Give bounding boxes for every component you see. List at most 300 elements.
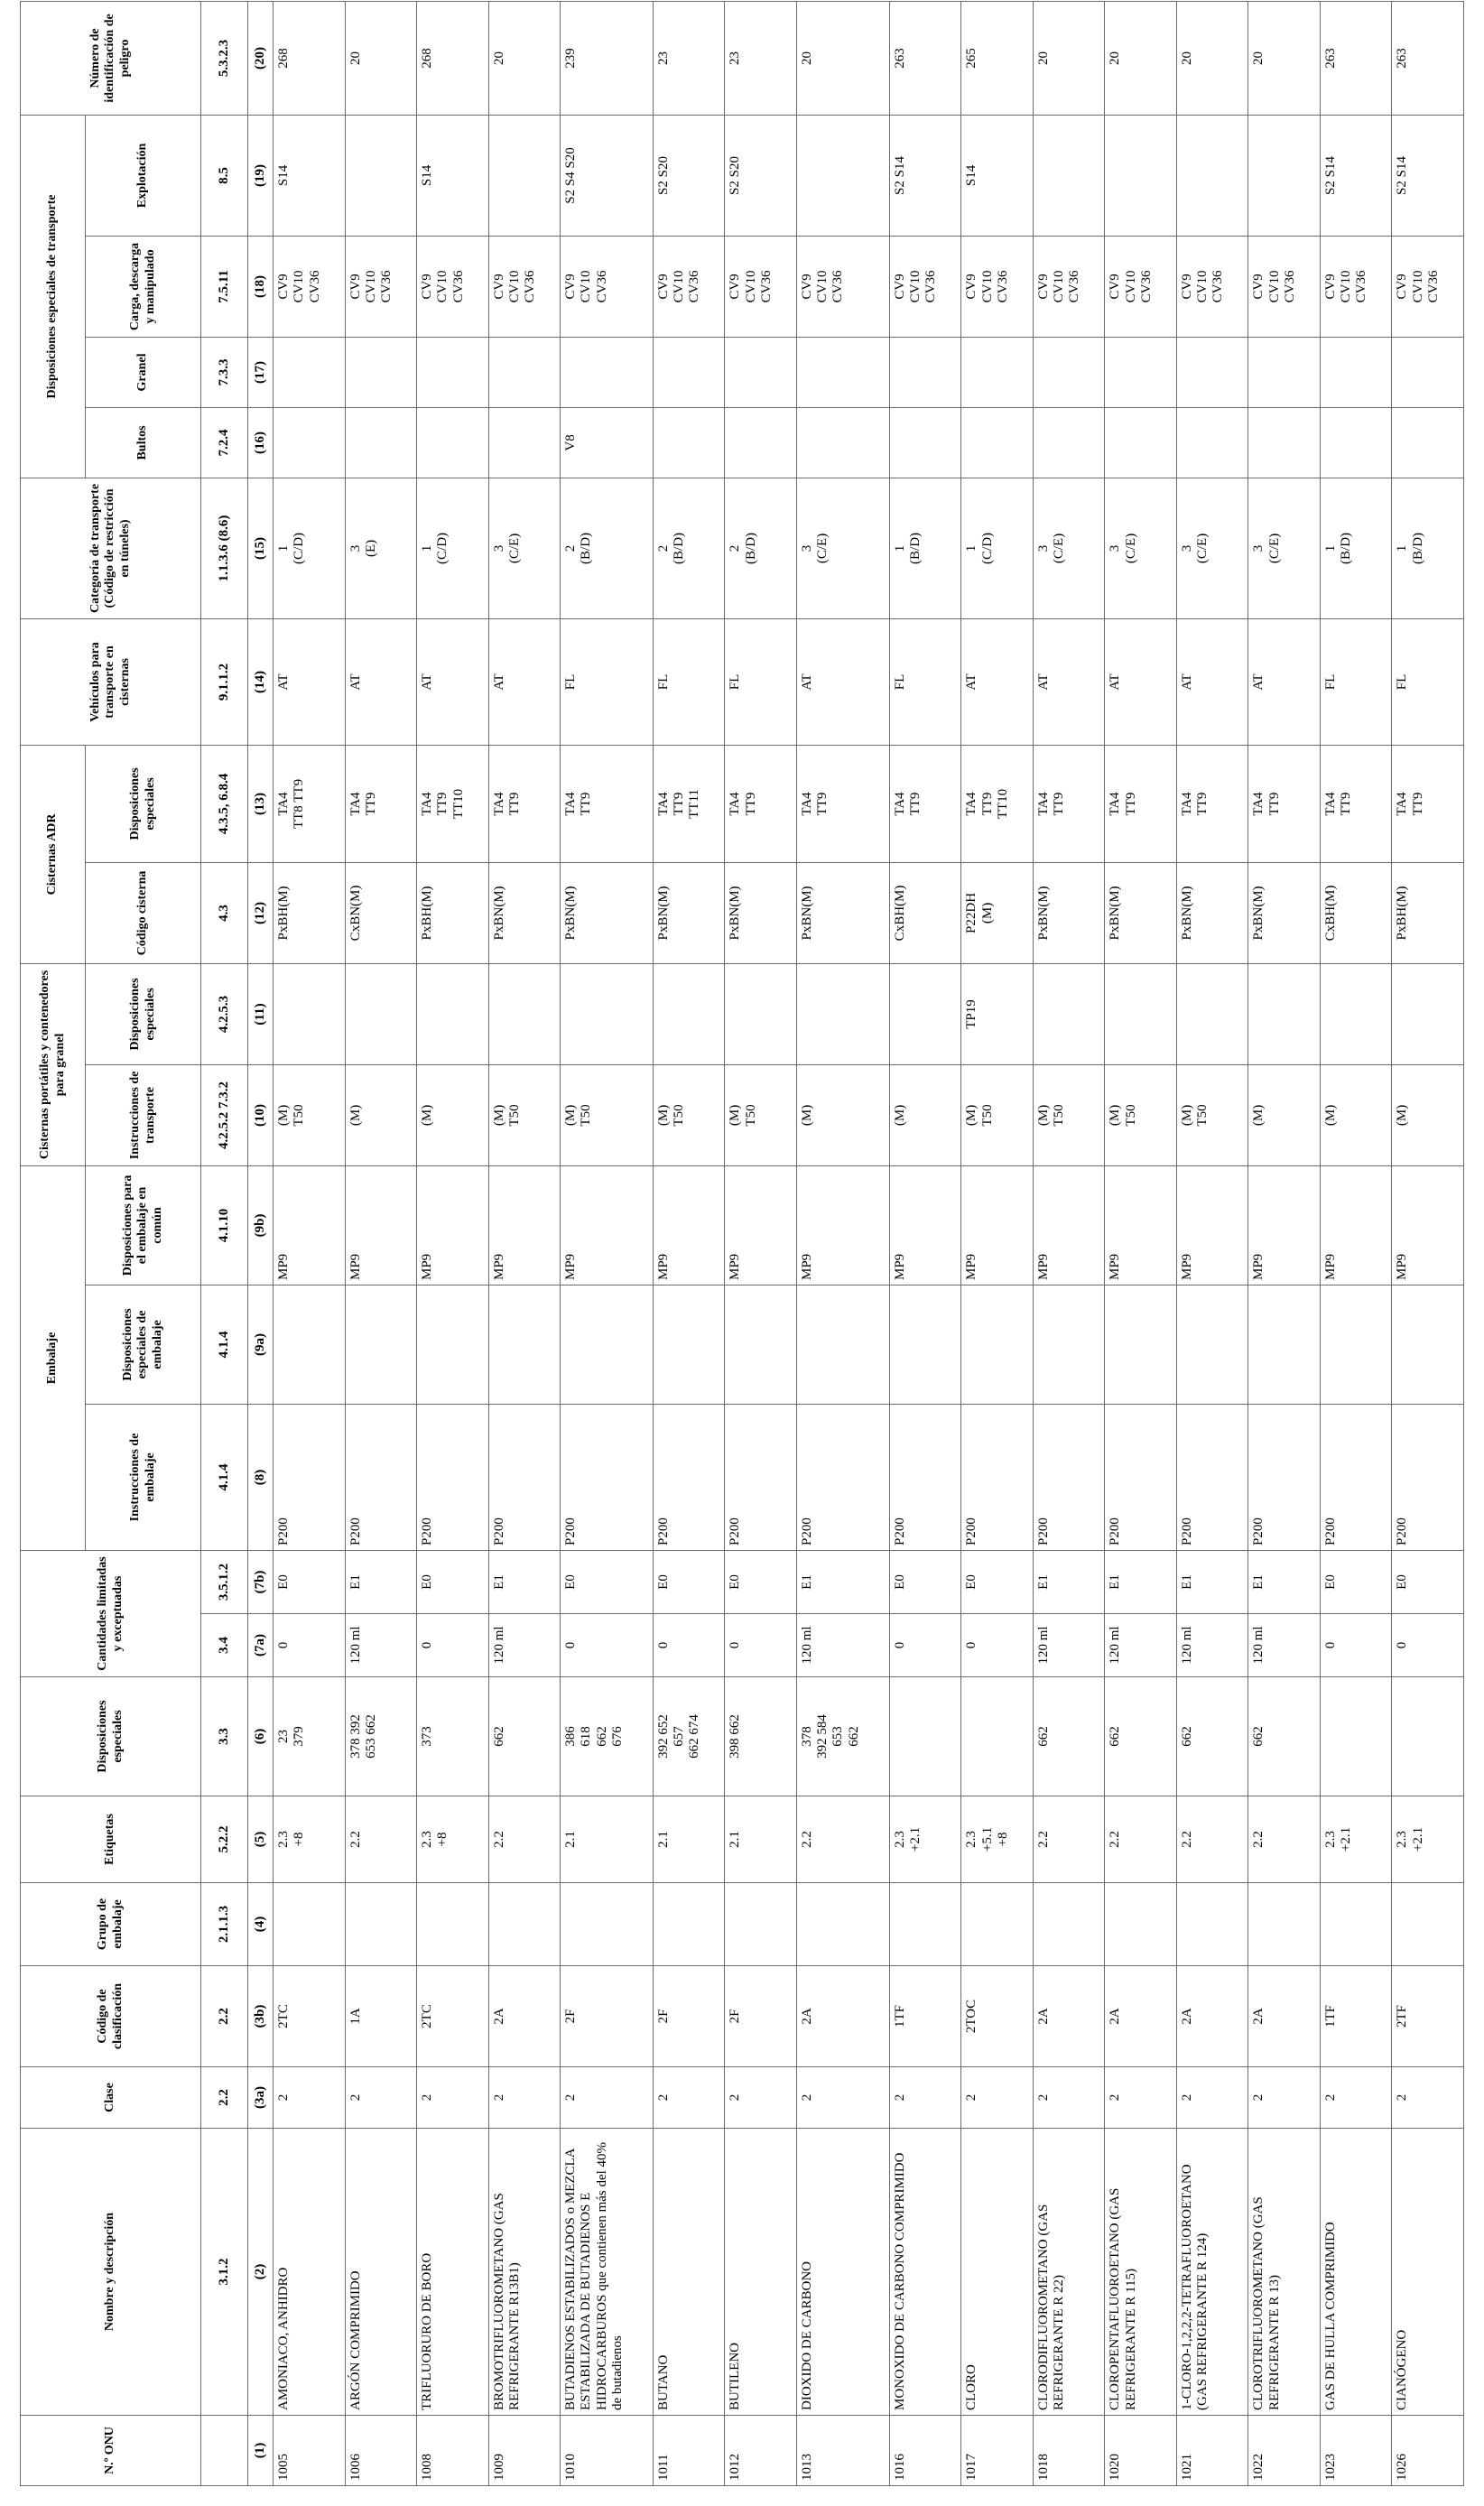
table-row <box>345 1 417 2485</box>
cell-pi: P200 <box>1033 1405 1105 1551</box>
column-number-cell: (1) <box>248 2416 274 2486</box>
cell-spp <box>1392 1285 1464 1405</box>
cell-labels: 2.1 <box>653 1796 725 1883</box>
cell-lq: 0 <box>274 1614 346 1677</box>
cell-lq: 0 <box>889 1614 961 1677</box>
cell-hin: 265 <box>961 1 1034 115</box>
cell-cat: 3 (C/E) <box>488 478 561 618</box>
cell-lq: 0 <box>725 1614 797 1677</box>
cell-tanksp: TA4 TT9 <box>345 745 417 862</box>
cell-tanksp: TA4 TT9 <box>1320 745 1392 862</box>
cell-eq: E1 <box>488 1551 561 1614</box>
header-special-transport: Disposiciones especiales de transporte <box>21 115 86 478</box>
cell-carga: CV9 CV10 CV36 <box>1248 236 1321 337</box>
reference-cell: 5.2.2 <box>201 1796 248 1883</box>
cell-cat: 3 (C/E) <box>1105 478 1177 618</box>
cell-carga: CV9 CV10 CV36 <box>961 236 1034 337</box>
cell-pg <box>653 1883 725 1966</box>
cell-sp: 23 379 <box>274 1677 346 1796</box>
cell-expl <box>345 115 417 236</box>
cell-ti: (M) <box>345 1064 417 1165</box>
cell-eq: E1 <box>1033 1551 1105 1614</box>
cell-labels: 2.3 +2.1 <box>1392 1796 1464 1883</box>
cell-cat: 1 (C/D) <box>417 478 489 618</box>
cell-code: 2F <box>725 1966 797 2067</box>
cell-sp <box>1392 1677 1464 1796</box>
cell-hin: 239 <box>561 1 654 115</box>
header-limited-qty: Cantidades limitadas y exceptuadas <box>21 1551 201 1677</box>
cell-un: 1012 <box>725 2416 797 2486</box>
cell-hin: 20 <box>1033 1 1105 115</box>
cell-eq: E0 <box>889 1551 961 1614</box>
cell-hin: 268 <box>417 1 489 115</box>
cell-cat: 3 (C/E) <box>1248 478 1321 618</box>
cell-tanksp: TA4 TT8 TT9 <box>274 745 346 862</box>
cell-pg <box>725 1883 797 1966</box>
reference-cell: 2.2 <box>201 1966 248 2067</box>
column-number-cell: (4) <box>248 1883 274 1966</box>
cell-ti: (M) T50 <box>725 1064 797 1165</box>
cell-expl: S14 <box>417 115 489 236</box>
reference-cell: 9.1.1.2 <box>201 618 248 745</box>
cell-veh: AT <box>274 618 346 745</box>
reference-cell: 2.2 <box>201 2067 248 2129</box>
cell-spp <box>961 1285 1034 1405</box>
table-row <box>417 1 489 2485</box>
cell-tsp: TP19 <box>961 963 1034 1064</box>
cell-carga: CV9 CV10 CV36 <box>796 236 889 337</box>
cell-tank: P22DH (M) <box>961 862 1034 963</box>
cell-tsp <box>653 963 725 1064</box>
cell-class: 2 <box>345 2067 417 2129</box>
cell-ti: (M) T50 <box>488 1064 561 1165</box>
column-number-cell: (9a) <box>248 1285 274 1405</box>
cell-labels: 2.2 <box>1248 1796 1321 1883</box>
cell-hin: 20 <box>1248 1 1321 115</box>
reference-cell: 8.5 <box>201 115 248 236</box>
cell-cat: 1 (B/D) <box>1320 478 1392 618</box>
reference-cell: 3.5.1.2 <box>201 1551 248 1614</box>
cell-tank: PxBN(M) <box>796 862 889 963</box>
reference-cell: 1.1.3.6 (8.6) <box>201 478 248 618</box>
cell-veh: AT <box>1033 618 1105 745</box>
cell-hin: 263 <box>1392 1 1464 115</box>
cell-name: BUTILENO <box>725 2129 797 2416</box>
cell-pi: P200 <box>961 1405 1034 1551</box>
cell-cat: 2 (B/D) <box>725 478 797 618</box>
cell-tsp <box>488 963 561 1064</box>
cell-bultos <box>1392 407 1464 478</box>
column-number-cell: (7a) <box>248 1614 274 1677</box>
cell-granel <box>1176 337 1248 407</box>
cell-code: 2A <box>1105 1966 1177 2067</box>
cell-labels: 2.1 <box>725 1796 797 1883</box>
cell-tanksp: TA4 TT9 TT11 <box>653 745 725 862</box>
cell-labels: 2.2 <box>1176 1796 1248 1883</box>
cell-un: 1008 <box>417 2416 489 2486</box>
cell-bultos <box>1320 407 1392 478</box>
cell-spp <box>1248 1285 1321 1405</box>
cell-name: MONOXIDO DE CARBONO COMPRIMIDO <box>889 2129 961 2416</box>
column-number-cell: (7b) <box>248 1551 274 1614</box>
cell-mp: MP9 <box>1033 1165 1105 1285</box>
cell-name: 1-CLORO-1,2,2,2-TETRAFLUOROETANO (GAS REFRIGERANTE R 124) <box>1176 2129 1248 2416</box>
header-operation: Explotación <box>86 115 201 236</box>
cell-veh: FL <box>561 618 654 745</box>
cell-hin: 23 <box>653 1 725 115</box>
cell-pi: P200 <box>889 1405 961 1551</box>
cell-carga: CV9 CV10 CV36 <box>561 236 654 337</box>
table-row <box>725 1 797 2485</box>
cell-class: 2 <box>796 2067 889 2129</box>
header-pt-special: Disposiciones especiales <box>86 963 201 1064</box>
column-number-cell: (19) <box>248 115 274 236</box>
cell-mp: MP9 <box>417 1165 489 1285</box>
cell-granel <box>274 337 346 407</box>
reference-cell: 4.1.4 <box>201 1285 248 1405</box>
cell-eq: E0 <box>561 1551 654 1614</box>
cell-sp: 373 <box>417 1677 489 1796</box>
cell-sp: 662 <box>1176 1677 1248 1796</box>
cell-veh: FL <box>653 618 725 745</box>
cell-labels: 2.3 +8 <box>417 1796 489 1883</box>
cell-tanksp: TA4 TT9 <box>1392 745 1464 862</box>
cell-lq: 120 ml <box>1248 1614 1321 1677</box>
cell-tsp <box>561 963 654 1064</box>
cell-expl: S2 S20 <box>653 115 725 236</box>
cell-eq: E0 <box>961 1551 1034 1614</box>
cell-pg <box>274 1883 346 1966</box>
cell-pi: P200 <box>1320 1405 1392 1551</box>
cell-eq: E1 <box>345 1551 417 1614</box>
cell-ti: (M) <box>1248 1064 1321 1165</box>
cell-class: 2 <box>961 2067 1034 2129</box>
cell-pg <box>1248 1883 1321 1966</box>
header-packing-group: Grupo de embalaje <box>21 1883 201 1966</box>
cell-class: 2 <box>274 2067 346 2129</box>
cell-code: 2TOC <box>961 1966 1034 2067</box>
cell-ti: (M) <box>889 1064 961 1165</box>
cell-mp: MP9 <box>1320 1165 1392 1285</box>
cell-tsp <box>345 963 417 1064</box>
cell-bultos <box>1176 407 1248 478</box>
cell-tsp <box>889 963 961 1064</box>
cell-carga: CV9 CV10 CV36 <box>1392 236 1464 337</box>
cell-granel <box>1105 337 1177 407</box>
cell-granel <box>488 337 561 407</box>
cell-mp: MP9 <box>561 1165 654 1285</box>
header-special-packing: Disposiciones especiales de embalaje <box>86 1285 201 1405</box>
cell-code: 2F <box>561 1966 654 2067</box>
cell-bultos: V8 <box>561 407 654 478</box>
header-tank-vehicle: Vehículos para transporte en cisternas <box>21 618 201 745</box>
cell-un: 1016 <box>889 2416 961 2486</box>
cell-lq: 120 ml <box>1176 1614 1248 1677</box>
cell-ti: (M) T50 <box>1176 1064 1248 1165</box>
cell-tsp <box>274 963 346 1064</box>
cell-name: AMONIACO, ANHIDRO <box>274 2129 346 2416</box>
cell-hin: 20 <box>345 1 417 115</box>
cell-code: 2A <box>1248 1966 1321 2067</box>
header-loading: Carga, descarga y manipulado <box>86 236 201 337</box>
cell-class: 2 <box>653 2067 725 2129</box>
cell-tank: PxBN(M) <box>653 862 725 963</box>
cell-code: 2TC <box>417 1966 489 2067</box>
cell-spp <box>1320 1285 1392 1405</box>
cell-pi: P200 <box>417 1405 489 1551</box>
cell-labels: 2.2 <box>488 1796 561 1883</box>
cell-bultos <box>1105 407 1177 478</box>
cell-code: 2F <box>653 1966 725 2067</box>
cell-name: CLOROPENTAFLUOROETANO (GAS REFRIGERANTE R 115) <box>1105 2129 1177 2416</box>
cell-hin: 263 <box>1320 1 1392 115</box>
cell-un: 1011 <box>653 2416 725 2486</box>
cell-cat: 1 (B/D) <box>1392 478 1464 618</box>
cell-mp: MP9 <box>1248 1165 1321 1285</box>
cell-bultos <box>725 407 797 478</box>
cell-tanksp: TA4 TT9 <box>796 745 889 862</box>
cell-class: 2 <box>417 2067 489 2129</box>
cell-un: 1022 <box>1248 2416 1321 2486</box>
cell-veh: AT <box>345 618 417 745</box>
cell-pg <box>961 1883 1034 1966</box>
cell-labels: 2.2 <box>1105 1796 1177 1883</box>
cell-lq: 120 ml <box>1033 1614 1105 1677</box>
reference-cell: 5.3.2.3 <box>201 1 248 115</box>
cell-cat: 2 (B/D) <box>561 478 654 618</box>
reference-cell <box>201 2416 248 2486</box>
cell-hin: 263 <box>889 1 961 115</box>
cell-pg <box>1320 1883 1392 1966</box>
table-row <box>1320 1 1392 2485</box>
cell-mp: MP9 <box>1392 1165 1464 1285</box>
cell-sp <box>889 1677 961 1796</box>
cell-pg <box>345 1883 417 1966</box>
cell-sp: 662 <box>488 1677 561 1796</box>
cell-pi: P200 <box>725 1405 797 1551</box>
cell-tank: PxBN(M) <box>1033 862 1105 963</box>
cell-tsp <box>1320 963 1392 1064</box>
cell-spp <box>488 1285 561 1405</box>
cell-hin: 268 <box>274 1 346 115</box>
cell-lq: 120 ml <box>345 1614 417 1677</box>
header-portable-tanks: Cisternas portátiles y contenedores para granel <box>21 963 86 1165</box>
cell-name: DIOXIDO DE CARBONO <box>796 2129 889 2416</box>
cell-expl: S2 S14 <box>1320 115 1392 236</box>
reference-cell: 4.2.5.2 7.3.2 <box>201 1064 248 1165</box>
cell-spp <box>1176 1285 1248 1405</box>
cell-labels: 2.3 +5.1 +8 <box>961 1796 1034 1883</box>
column-number-cell: (15) <box>248 478 274 618</box>
cell-class: 2 <box>1392 2067 1464 2129</box>
cell-mp: MP9 <box>796 1165 889 1285</box>
cell-class: 2 <box>1105 2067 1177 2129</box>
cell-class: 2 <box>1320 2067 1392 2129</box>
cell-un: 1020 <box>1105 2416 1177 2486</box>
cell-expl: S14 <box>961 115 1034 236</box>
cell-spp <box>889 1285 961 1405</box>
cell-eq: E0 <box>1320 1551 1392 1614</box>
header-class: Clase <box>21 2067 201 2129</box>
cell-code: 2A <box>1176 1966 1248 2067</box>
cell-cat: 3 (C/E) <box>796 478 889 618</box>
cell-eq: E1 <box>1176 1551 1248 1614</box>
cell-ti: (M) T50 <box>961 1064 1034 1165</box>
cell-mp: MP9 <box>889 1165 961 1285</box>
cell-veh: AT <box>961 618 1034 745</box>
header-tank-code: Código cisterna <box>86 862 201 963</box>
column-number-cell: (9b) <box>248 1165 274 1285</box>
column-number-cell: (17) <box>248 337 274 407</box>
header-un-no: N.º ONU <box>21 2416 201 2486</box>
cell-tanksp: TA4 TT9 <box>1105 745 1177 862</box>
cell-granel <box>417 337 489 407</box>
cell-name: TRIFLUORURO DE BORO <box>417 2129 489 2416</box>
cell-eq: E0 <box>274 1551 346 1614</box>
cell-veh: AT <box>796 618 889 745</box>
table-row <box>488 1 561 2485</box>
cell-labels: 2.2 <box>1033 1796 1105 1883</box>
cell-expl: S2 S14 <box>889 115 961 236</box>
reference-cell: 7.5.11 <box>201 236 248 337</box>
cell-labels: 2.2 <box>796 1796 889 1883</box>
cell-mp: MP9 <box>961 1165 1034 1285</box>
cell-carga: CV9 CV10 CV36 <box>274 236 346 337</box>
cell-veh: FL <box>1320 618 1392 745</box>
cell-granel <box>1392 337 1464 407</box>
cell-pg <box>1105 1883 1177 1966</box>
cell-granel <box>1320 337 1392 407</box>
cell-hin: 23 <box>725 1 797 115</box>
cell-ti: (M) <box>796 1064 889 1165</box>
cell-bultos <box>1248 407 1321 478</box>
cell-un: 1023 <box>1320 2416 1392 2486</box>
cell-carga: CV9 CV10 CV36 <box>417 236 489 337</box>
cell-class: 2 <box>889 2067 961 2129</box>
cell-spp <box>725 1285 797 1405</box>
cell-tank: CxBH(M) <box>1320 862 1392 963</box>
cell-carga: CV9 CV10 CV36 <box>889 236 961 337</box>
cell-tank: PxBN(M) <box>1105 862 1177 963</box>
cell-veh: AT <box>417 618 489 745</box>
cell-sp: 398 662 <box>725 1677 797 1796</box>
cell-eq: E0 <box>653 1551 725 1614</box>
header-mixed-packing: Disposiciones para el embalaje en común <box>86 1165 201 1285</box>
cell-code: 1TF <box>889 1966 961 2067</box>
cell-tanksp: TA4 TT9 <box>1248 745 1321 862</box>
cell-bultos <box>961 407 1034 478</box>
cell-cat: 3 (C/E) <box>1033 478 1105 618</box>
cell-tsp <box>796 963 889 1064</box>
cell-pi: P200 <box>796 1405 889 1551</box>
reference-cell: 7.2.4 <box>201 407 248 478</box>
cell-tank: PxBH(M) <box>274 862 346 963</box>
cell-pg <box>1392 1883 1464 1966</box>
cell-name: CLORODIFLUOROMETANO (GAS REFRIGERANTE R 22) <box>1033 2129 1105 2416</box>
header-special-provisions: Disposiciones especiales <box>21 1677 201 1796</box>
header-tank-special: Disposiciones especiales <box>86 745 201 862</box>
cell-granel <box>653 337 725 407</box>
cell-spp <box>796 1285 889 1405</box>
column-number-cell: (6) <box>248 1677 274 1796</box>
reference-cell: 2.1.1.3 <box>201 1883 248 1966</box>
cell-pi: P200 <box>653 1405 725 1551</box>
table-row <box>796 1 889 2485</box>
cell-carga: CV9 CV10 CV36 <box>653 236 725 337</box>
table-row <box>1392 1 1464 2485</box>
cell-tank: PxBH(M) <box>417 862 489 963</box>
cell-cat: 2 (B/D) <box>653 478 725 618</box>
cell-spp <box>561 1285 654 1405</box>
header-adr-tanks: Cisternas ADR <box>21 745 86 963</box>
cell-sp: 662 <box>1105 1677 1177 1796</box>
cell-tsp <box>1248 963 1321 1064</box>
cell-spp <box>417 1285 489 1405</box>
table-row <box>961 1 1034 2485</box>
cell-name: BUTANO <box>653 2129 725 2416</box>
cell-pi: P200 <box>1248 1405 1321 1551</box>
header-bulk: Granel <box>86 337 201 407</box>
cell-ti: (M) T50 <box>653 1064 725 1165</box>
cell-un: 1009 <box>488 2416 561 2486</box>
column-number-cell: (13) <box>248 745 274 862</box>
reference-cell: 3.4 <box>201 1614 248 1677</box>
cell-tank: PxBN(M) <box>1176 862 1248 963</box>
table-row <box>889 1 961 2485</box>
cell-veh: AT <box>1105 618 1177 745</box>
cell-tanksp: TA4 TT9 <box>889 745 961 862</box>
cell-granel <box>889 337 961 407</box>
cell-ti: (M) T50 <box>1105 1064 1177 1165</box>
cell-ti: (M) T50 <box>1033 1064 1105 1165</box>
cell-tsp <box>1033 963 1105 1064</box>
dangerous-goods-table <box>20 1 1464 2486</box>
column-number-cell: (14) <box>248 618 274 745</box>
cell-sp: 662 <box>1033 1677 1105 1796</box>
table-row <box>1248 1 1321 2485</box>
cell-ti: (M) <box>417 1064 489 1165</box>
cell-granel <box>1248 337 1321 407</box>
cell-hin: 20 <box>1176 1 1248 115</box>
cell-hin: 20 <box>796 1 889 115</box>
cell-bultos <box>796 407 889 478</box>
table-row <box>1105 1 1177 2485</box>
cell-veh: FL <box>889 618 961 745</box>
cell-name: BROMOTRIFLUOROMETANO (GAS REFRIGERANTE R13B1) <box>488 2129 561 2416</box>
reference-cell: 4.3 <box>201 862 248 963</box>
cell-tank: PxBN(M) <box>488 862 561 963</box>
cell-veh: FL <box>725 618 797 745</box>
reference-row <box>201 1 248 2485</box>
cell-tsp <box>417 963 489 1064</box>
cell-bultos <box>1033 407 1105 478</box>
cell-code: 1TF <box>1320 1966 1392 2067</box>
cell-class: 2 <box>488 2067 561 2129</box>
cell-tanksp: TA4 TT9 <box>488 745 561 862</box>
cell-tank: CxBH(M) <box>889 862 961 963</box>
cell-tank: PxBN(M) <box>561 862 654 963</box>
cell-name: CLOROTRIFLUOROMETANO (GAS REFRIGERANTE R 13) <box>1248 2129 1321 2416</box>
cell-un: 1018 <box>1033 2416 1105 2486</box>
cell-tanksp: TA4 TT9 <box>725 745 797 862</box>
cell-eq: E0 <box>725 1551 797 1614</box>
cell-lq: 120 ml <box>796 1614 889 1677</box>
cell-veh: AT <box>1248 618 1321 745</box>
header-transport-category: Categoría de transporte (Código de restricción en túneles) <box>21 478 201 618</box>
cell-tanksp: TA4 TT9 <box>561 745 654 862</box>
column-number-cell: (12) <box>248 862 274 963</box>
column-number-cell: (18) <box>248 236 274 337</box>
